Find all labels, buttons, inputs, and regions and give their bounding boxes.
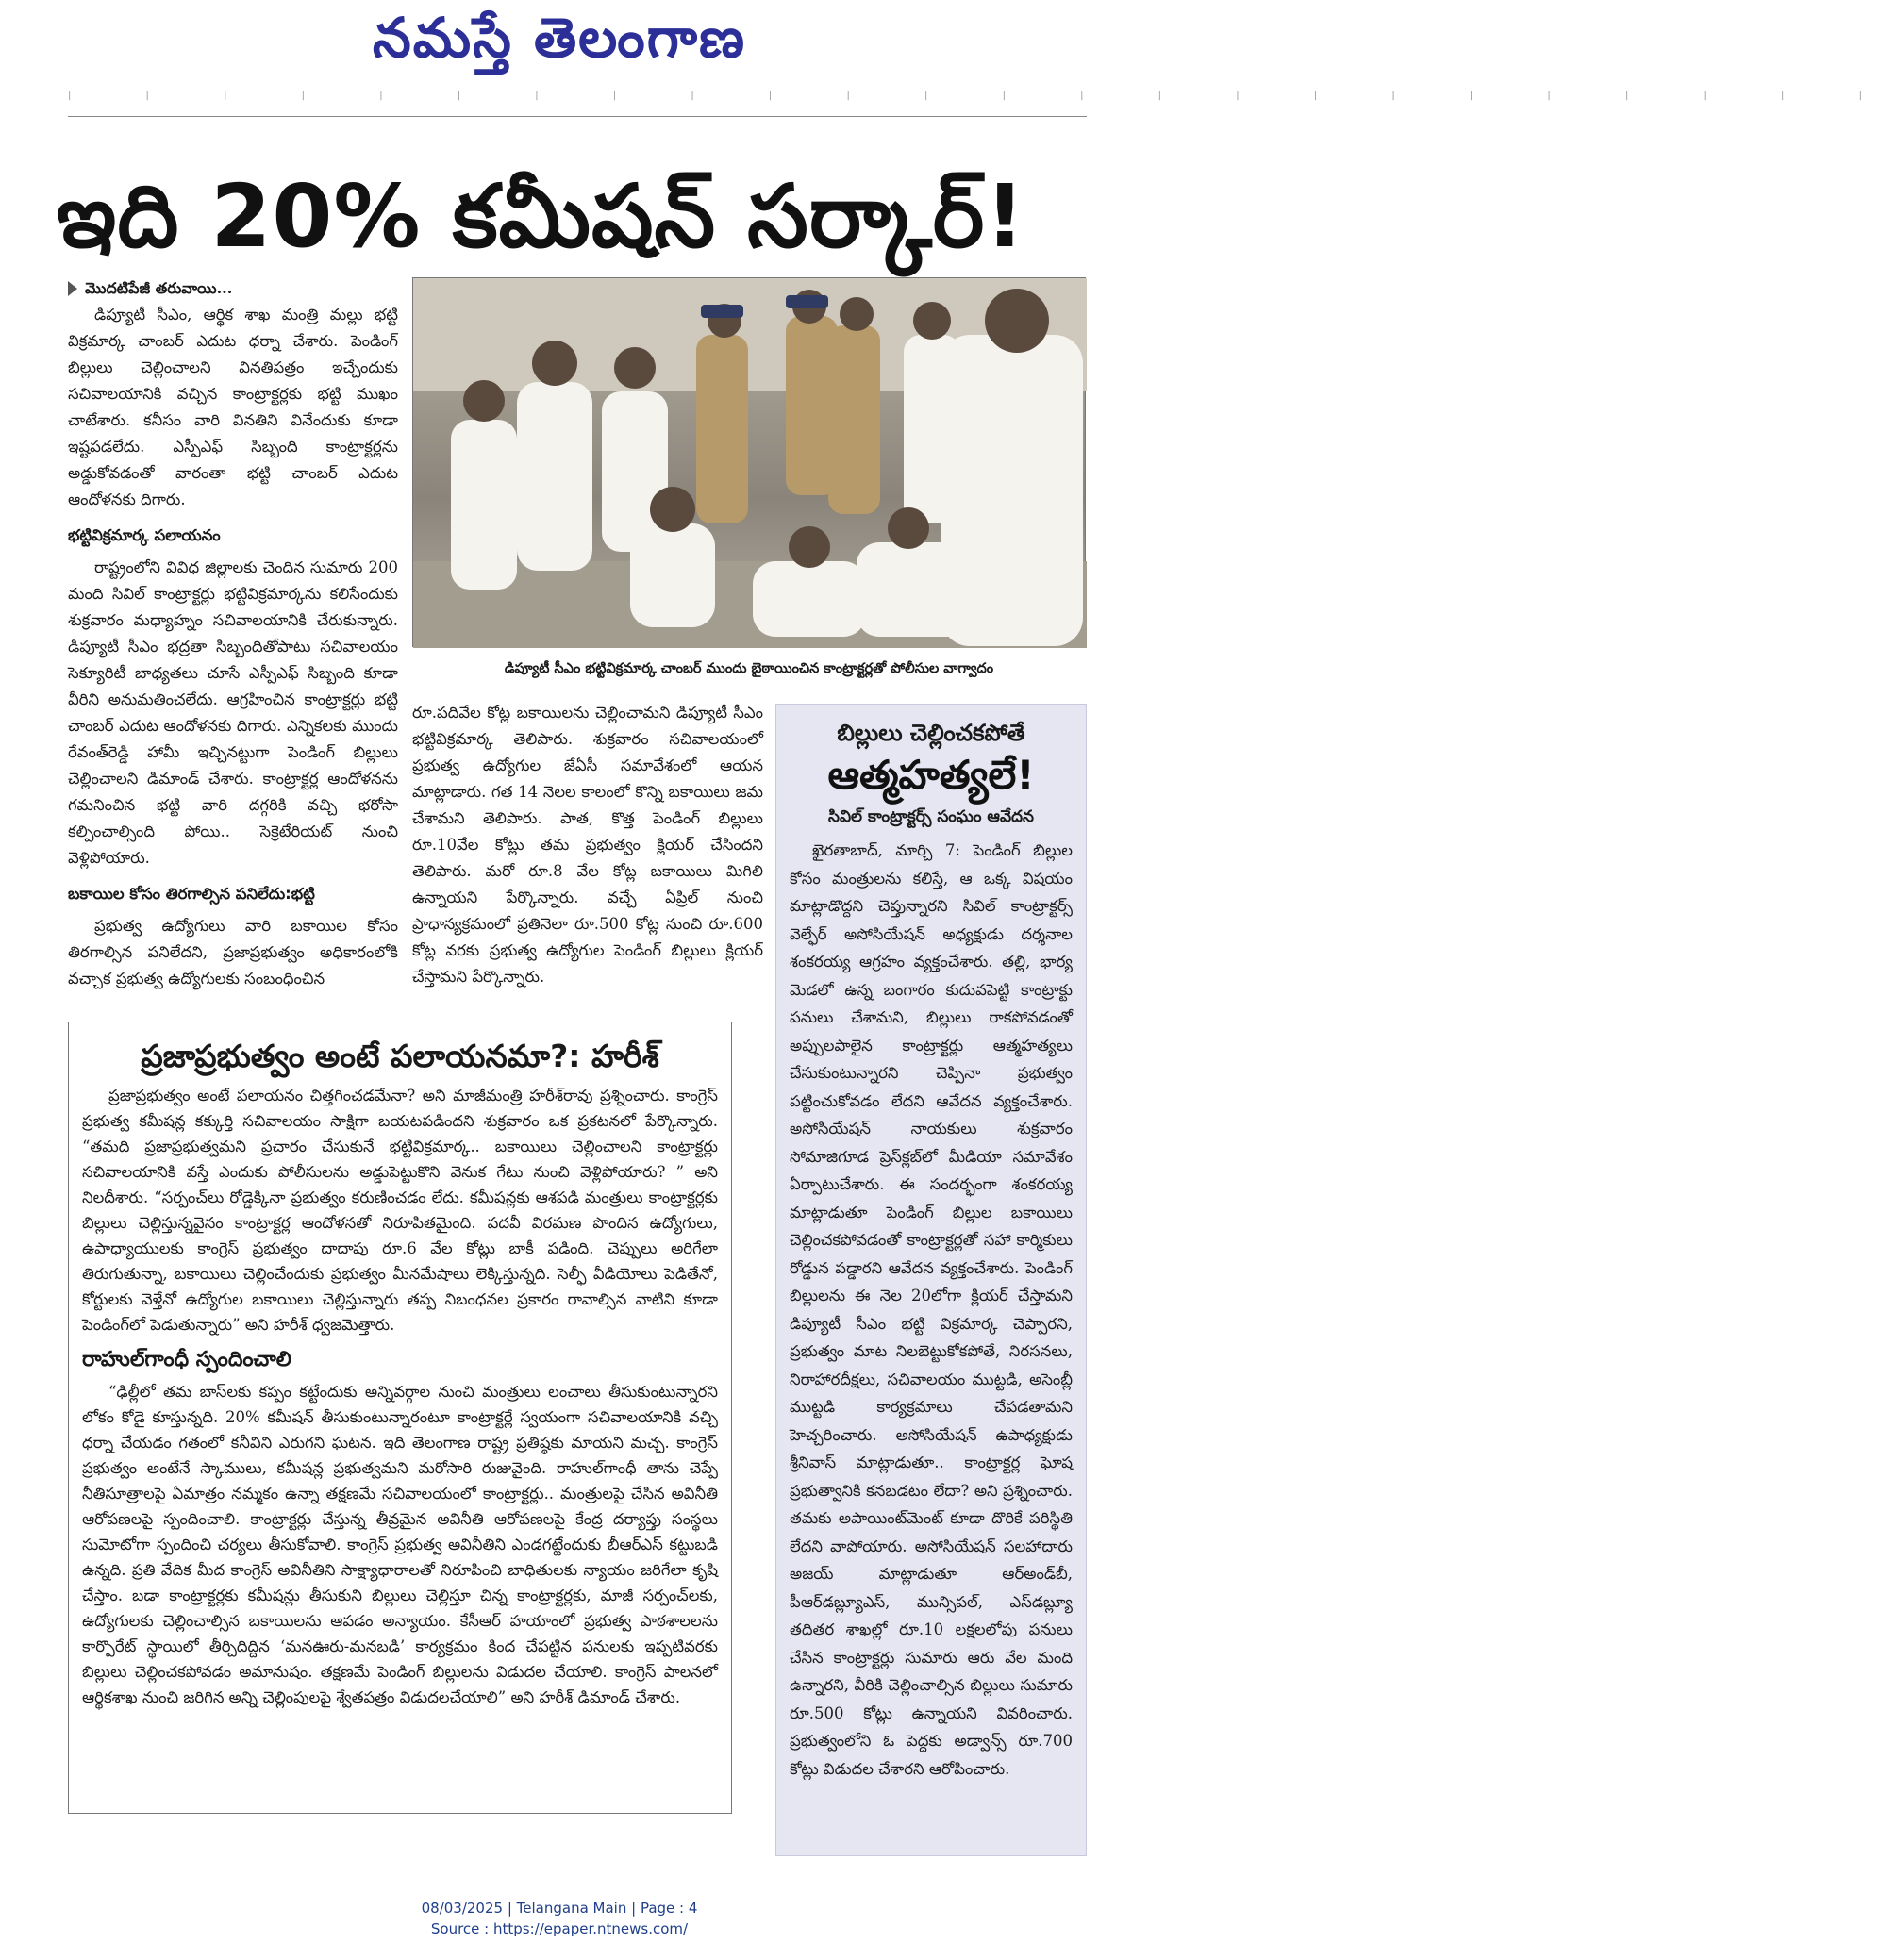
continuation-kicker	[68, 275, 398, 302]
page-footer	[0, 1898, 1119, 1943]
masthead-ornament: | | | | | | | | | | | | | | | | | | | | | | | |	[68, 91, 1898, 101]
article-paragraph: రాష్ట్రంలోని వివిధ జిల్లాలకు చెందిన సుమారు 200 మంది సివిల్ కాంట్రాక్టర్లు భట్టివిక్రమార్కను కలిసేందుకు శుక్రవారం మధ్యాహ్నం సచివాలయానికి చేరుకున్నారు. డిప్యూటీ సీఎం భద్రతా సిబ్బందితోపాటు సచివాలయం సెక్యూరిటీ బాధ్యతలు చూసే ఎస్పీఎఫ్ సిబ్బంది కూడా వీరిని అనుమతించలేదు. ఆగ్రహించిన కాంట్రాక్టర్లు భట్టి చాంబర్ ఎదుట ఆందోళనకు దిగారు. ఎన్నికలకు ముందు రేవంత్‌రెడ్డి హామీ ఇచ్చినట్టుగా పెండింగ్ బిల్లులు చెల్లించాలని డిమాండ్ చేశారు. కాంట్రాక్టర్ల ఆందోళనను గమనించిన భట్టి వారి దగ్గరికి వచ్చి భరోసా కల్పించాల్సింది పోయి.. సెక్రెటేరియట్ నుంచి వెళ్లిపోయారు.	[68, 558, 398, 867]
box-subheading: రాహుల్‌గాంధీ స్పందించాలి	[82, 1347, 291, 1371]
sidebar-subheading: సివిల్ కాంట్రాక్టర్స్ సంఘం ఆవేదన	[828, 807, 1034, 826]
source-link[interactable]: Source : https://epaper.ntnews.com/	[430, 1920, 689, 1937]
article-paragraph: “ఢిల్లీలో తమ బాస్‌లకు కప్పం కట్టేందుకు అన్నివర్గాల నుంచి మంత్రులు లంచాలు తీసుకుంటున్నారని లోకం కోడై కూస్తున్నది. 20% కమీషన్ తీసుకుంటున్నారంటూ కాంట్రాక్టర్లే స్వయంగా సచివాలయానికి వచ్చి ధర్నా చేయడం గతంలో కనీవిని ఎరుగని ఘటన. ఇది తెలంగాణ రాష్ట్ర ప్రతిష్ఠకు మాయని మచ్చ. కాంగ్రెస్ ప్రభుత్వం అంటేనే స్కాములు, కమీషన్ల ప్రభుత్వమని మరోసారి రుజువైంది. రాహుల్‌గాంధీ తాను చెప్పే నీతిసూత్రాలపై ఏమాత్రం నమ్మకం ఉన్నా తక్షణమే సచివాలయంలో కాంట్రాక్టర్లు.. మంత్రులపై చేసిన అవినీతి ఆరోపణలపై స్పందించాలి. కాంట్రాక్టర్లు చేస్తున్న తీవ్రమైన అవినీతి ఆరోపణలపై కేంద్ర దర్యాప్తు సంస్థలు సుమోటోగా స్పందించి చర్యలు తీసుకోవాలి. కాంగ్రెస్ ప్రభుత్వ అవినీతిని ఎండగట్టేందుకు బీఆర్‌ఎస్ కట్టుబడి ఉన్నది. ప్రతి వేదిక మీద కాంగ్రెస్ అవినీతిని సాక్ష్యాధారాలతో నిరూపించి బాధితులకు న్యాయం జరిగేలా కృషి చేస్తాం. బడా కాంట్రాక్టర్లకు కమీషన్లు తీసుకుని బిల్లులు చెల్లిస్తూ చిన్న కాంట్రాక్టర్లకు, మాజీ సర్పంచ్‌లకు, ఉద్యోగులకు చెల్లించాల్సిన బకాయిలను ఆపడం అన్యాయం. కేసీఆర్ హయాంలో ప్రభుత్వ పాఠశాలలను కార్పొరేట్ స్థాయిలో తీర్చిదిద్దిన ‘మనఊరు-మనబడి’ కార్యక్రమం కింద చేపట్టిన పనులకు ఇప్పటివరకు బిల్లులు చెల్లించకపోవడం అమానుషం. తక్షణమే పెండింగ్ బిల్లులను విడుదల చేయాలి. కాంగ్రెస్ పాలనలో ఆర్థికశాఖ నుంచి జరిగిన అన్ని చెల్లింపులపై శ్వేతపత్రం విడుదలచేయాలి” అని హరీశ్ డిమాండ్ చేశారు.	[82, 1383, 718, 1706]
masthead-logo: నమస్తే తెలంగాణ	[373, 6, 746, 70]
middle-column	[412, 700, 763, 1021]
kicker-text: మొదటిపేజీ తరువాయి...	[85, 279, 233, 297]
article-paragraph: రూ.పదివేల కోట్ల బకాయిలను చెల్లించామని డిప్యూటీ సీఎం భట్టివిక్రమార్క తెలిపారు. శుక్రవారం సచివాలయంలో ప్రభుత్వ ఉద్యోగుల జేఏసీ సమావేశంలో ఆయన మాట్లాడారు. గత 14 నెలల కాలంలో కొన్ని బకాయిలు జమ చేశామని తెలిపారు. పాత, కొత్త పెండింగ్ బిల్లులు రూ.10వేల కోట్లు తమ ప్రభుత్వం క్లియర్ చేసిందని తెలిపారు. మరో రూ.8 వేల కోట్ల బకాయిలు మిగిలి ఉన్నాయని పేర్కొన్నారు. వచ్చే ఏప్రిల్ నుంచి ప్రాధాన్యక్రమంలో ప్రతినెలా రూ.500 కోట్ల నుంచి రూ.600 కోట్ల వరకు ప్రభుత్వ ఉద్యోగుల పెండింగ్ బిల్లులు క్లియర్ చేస్తామని పేర్కొన్నారు.	[412, 704, 763, 986]
masthead-rule	[68, 91, 1898, 117]
box-body	[82, 1083, 718, 1800]
sidebar-story	[775, 704, 1087, 1856]
triangle-icon	[68, 281, 77, 296]
photo-illustration	[413, 278, 1087, 648]
edition-info: 08/03/2025 | Telangana Main | Page : 4	[421, 1900, 698, 1917]
photo-caption: డిప్యూటీ సీఎం భట్టివిక్రమార్క చాంబర్ ముందు బైఠాయించిన కాంట్రాక్టర్లతో పోలీసుల వాగ్వాదం	[504, 661, 994, 676]
box-headline: ప్రజాప్రభుత్వం అంటే పలాయనమా?: హరీశ్	[141, 1038, 659, 1074]
subheading: భట్టివిక్రమార్క పలాయనం	[68, 526, 221, 544]
left-column	[68, 275, 398, 1021]
subheading: బకాయిల కోసం తిరగాల్సిన పనిలేదు:భట్టి	[68, 885, 315, 903]
boxed-story	[68, 1022, 732, 1814]
main-headline: ఇది 20% కమీషన్ సర్కార్!	[57, 166, 1026, 267]
news-photo	[412, 277, 1086, 647]
sidebar-kicker: బిల్లులు చెల్లించకపోతే	[837, 720, 1025, 746]
sidebar-body	[790, 837, 1073, 1836]
article-paragraph: ఖైరతాబాద్, మార్చి 7: పెండింగ్ బిల్లుల కోసం మంత్రులను కలిస్తే, ఆ ఒక్క విషయం మాట్లాడొద్దని చెప్తున్నారని సివిల్ కాంట్రాక్టర్స్ వెల్ఫేర్ అసోసియేషన్ అధ్యక్షుడు దర్శనాల శంకరయ్య ఆగ్రహం వ్యక్తంచేశారు. తల్లి, భార్య మెడలో ఉన్న బంగారం కుదువపెట్టి కాంట్రాక్టు పనులు చేశామని, బిల్లులు రాకపోవడంతో అప్పులపాలైన కాంట్రాక్టర్లు ఆత్మహత్యలు చేసుకుంటున్నారని చెప్పినా ప్రభుత్వం పట్టించుకోవడం లేదని ఆవేదన వ్యక్తంచేశారు. అసోసియేషన్ నాయకులు శుక్రవారం సోమాజిగూడ ప్రెస్‌క్లబ్‌లో మీడియా సమావేశం ఏర్పాటుచేశారు. ఈ సందర్భంగా శంకరయ్య మాట్లాడుతూ పెండింగ్ బిల్లుల బకాయిలు చెల్లించకపోవడంతో కాంట్రాక్టర్లతో సహా కార్మికులు రోడ్డున పడ్డారని ఆవేదన వ్యక్తంచేశారు. పెండింగ్ బిల్లులను ఈ నెల 20లోగా క్లియర్ చేస్తామని డిప్యూటీ సీఎం భట్టి విక్రమార్క చెప్పారని, ప్రభుత్వం మాట నిలబెట్టుకోకపోతే, నిరసనలు, నిరాహారదీక్షలు, సచివాలయం ముట్టడి, అసెంబ్లీ ముట్టడి కార్యక్రమాలు చేపడతామని హెచ్చరించారు. అసోసియేషన్ ఉపాధ్యక్షుడు శ్రీనివాస్ మాట్లాడుతూ.. కాంట్రాక్టర్ల ఘోష ప్రభుత్వానికి కనబడటం లేదా? అని ప్రశ్నించారు. తమకు అపాయింట్‌మెంట్ కూడా దొరికే పరిస్థితి లేదని వాపోయారు. అసోసియేషన్ సలహాదారు అజయ్ మాట్లాడుతూ ఆర్‌అండ్‌బీ, పీఆర్‌డబ్ల్యూఎస్, మున్సిపల్, ఎస్‌డబ్ల్యూ తదితర శాఖల్లో రూ.10 లక్షలలోపు పనులు చేసిన కాంట్రాక్టర్లు సుమారు ఆరు వేల మంది ఉన్నారని, వీరికి చెల్లించాల్సిన బిల్లులు సుమారు రూ.500 కోట్లు ఉన్నాయని వివరించారు. ప్రభుత్వంలోని ఓ పెద్దకు అడ్వాన్స్ రూ.700 కోట్లు విడుదల చేశారని ఆరోపించారు.	[790, 841, 1073, 1778]
sidebar-headline: ఆత్మహత్యలే!	[827, 752, 1035, 798]
article-paragraph: ప్రభుత్వ ఉద్యోగులు వారి బకాయిల కోసం తిరగాల్సిన పనిలేదని, ప్రజాప్రభుత్వం అధికారంలోకి వచ్చాక ప్రభుత్వ ఉద్యోగులకు సంబంధించిన	[68, 917, 398, 988]
article-paragraph: ప్రజాప్రభుత్వం అంటే పలాయనం చిత్తగించడమేనా? అని మాజీమంత్రి హరీశ్‌రావు ప్రశ్నించారు. కాంగ్రెస్ ప్రభుత్వ కమీషన్ల కక్కుర్తి సచివాలయం సాక్షిగా బయటపడిందని శుక్రవారం ఒక ప్రకటనలో పేర్కొన్నారు. “తమది ప్రజాప్రభుత్వమని ప్రచారం చేసుకునే భట్టివిక్రమార్క.. బకాయిలు చెల్లించాలని కాంట్రాక్టర్లు సచివాలయానికి వస్తే ఎందుకు పోలీసులను అడ్డుపెట్టుకొని వెనుక గేటు నుంచి వెళ్లిపోయారు? ” అని నిలదీశారు. “సర్పంచ్‌లు రోడ్డెక్కినా ప్రభుత్వం కరుణించడం లేదు. కమీషన్లకు ఆశపడి మంత్రులు కాంట్రాక్టర్లకు బిల్లులు చెల్లిస్తున్నవైనం కాంట్రాక్టర్ల ఆందోళనతో నిరూపితమైంది. పదవీ విరమణ పొందిన ఉద్యోగులు, ఉపాధ్యాయులకు కాంగ్రెస్ ప్రభుత్వం దాదాపు రూ.6 వేల కోట్లు బాకీ పడింది. చెప్పులు అరిగేలా తిరుగుతున్నా, బకాయిలు చెల్లించేందుకు ప్రభుత్వం మీనమేషాలు లెక్కిస్తున్నది. సెల్ఫీ వీడియోలు పెడితేనో, కోర్టులకు వెళ్తేనో ఉద్యోగుల బకాయిలు చెల్లిస్తున్నారు తప్ప నిబంధనల ప్రకారం రావాల్సిన వాటిని కూడా పెండింగ్‌లో పెడుతున్నారు” అని హరీశ్ ధ్వజమెత్తారు.	[82, 1087, 718, 1334]
article-paragraph: డిప్యూటీ సీఎం, ఆర్థిక శాఖ మంత్రి మల్లు భట్టి విక్రమార్క చాంబర్ ఎదుట ధర్నా చేశారు. పెండింగ్ బిల్లులు చెల్లించాలని వినతిపత్రం ఇచ్చేందుకు సచివాలయానికి వచ్చిన కాంట్రాక్టర్లకు భట్టి ముఖం చాటేశారు. కనీసం వారి వినతిని వినేందుకు కూడా ఇష్టపడలేదు. ఎస్పీఎఫ్ సిబ్బంది కాంట్రాక్టర్లను అడ్డుకోవడంతో వారంతా భట్టి చాంబర్ ఎదుట ఆందోళనకు దిగారు.	[68, 306, 398, 508]
